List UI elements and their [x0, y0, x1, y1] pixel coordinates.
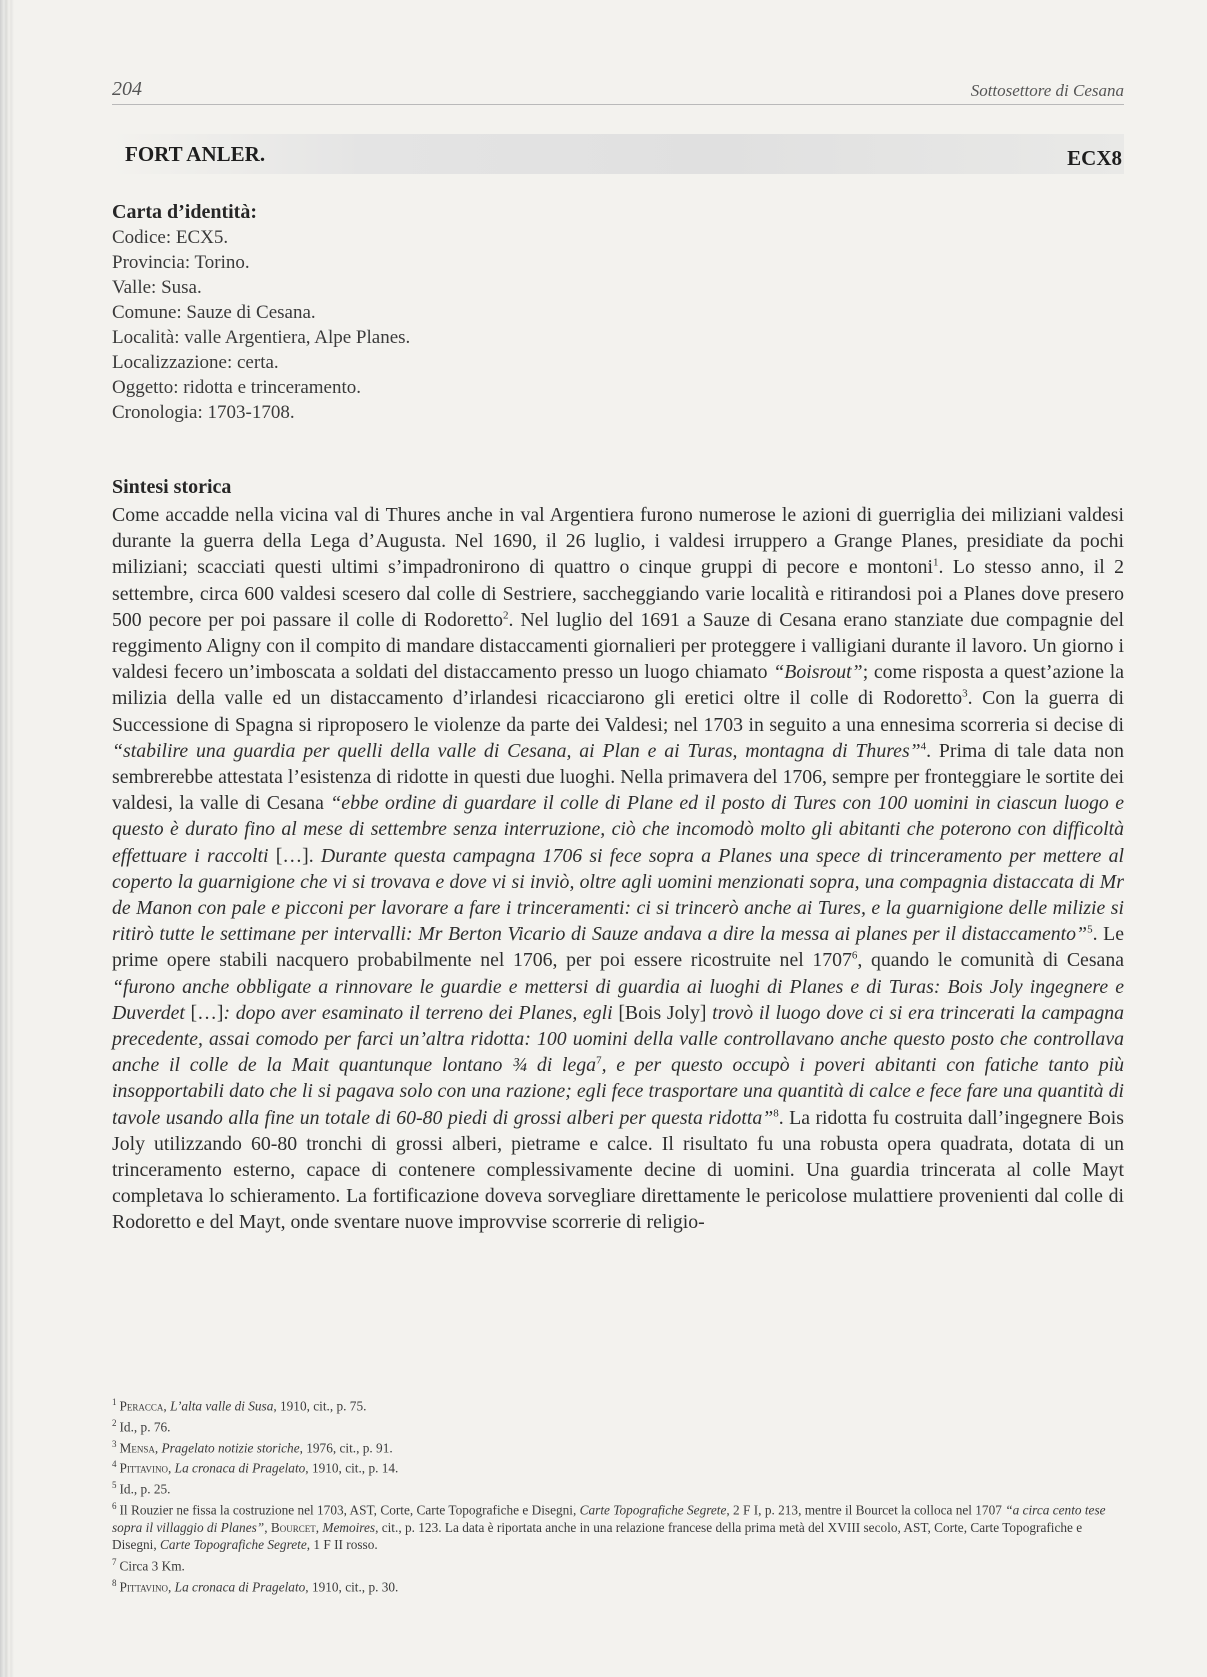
title-bar: [112, 134, 1124, 174]
running-head: [112, 78, 1124, 105]
page-number: 204: [112, 78, 142, 100]
footnote-ref: 4: [920, 740, 927, 753]
footnote-ref: 8: [773, 1107, 779, 1120]
identity-line: Oggetto: ridotta e trinceramento.: [112, 377, 362, 398]
footnote-ref: 2: [503, 609, 509, 622]
identity-line: Località: valle Argentiera, Alpe Planes.: [112, 327, 411, 348]
footnote-ref: 7: [596, 1054, 602, 1067]
footnote-ref: 6: [851, 949, 858, 962]
history-paragraph: Come accadde nella vicina val di Thures anche in val Argentiera furono numerose le azioni di guerriglia dei miliziani valdesi durante la guerra della Lega d’Augusta. Nel 1690, il 26 luglio, i valdesi irruppero a Grange Planes, presidiate da pochi miliziani; scacciati questi ultimi s’impadronirono di quattro o cinque gruppi di pecore e montoni$^1$. Lo stesso anno, il 2 settembre, circa 600 valdesi scesero dal colle di Sestriere, saccheggiando varie località e ritirandosi poi a Planes dove presero 500 pecore per poi passare il colle di Rodoretto$^2$. Nel luglio del 1691 a Sauze di Cesana erano stanziate due compagnie del reggimento Aligny con il compito di mandare distaccamenti giornalieri per proteggere i valligiani durante il lavoro. Un giorno i valdesi fecero un’imboscata a soldati del distaccamento presso un luogo chiamato “Boisrout”; come risposta a quest’azione la milizia della valle ed un distaccamento d’irlandesi ricacciarono gli eretici oltre il colle di Rodoretto$^3$. Con la guerra di Successione di Spagna si riproposero le violenze da parte dei Valdesi; nel 1703 in seguito a una ennesima scorreria si decise di “stabilire una guardia per quelli della valle di Cesana, ai Plan e ai Turas, montagna di Thures”$^4$. Prima di tale data non sembrerebbe attestata l’esistenza di ridotte in questi due luoghi. Nella primavera del 1706, sempre per fronteggiare le sortite dei valdesi, la valle di Cesana “ebbe ordine di guardare il colle di Plane ed il posto di Tures con 100 uomini in ciascun luogo e questo è durato fino al mese di settembre senza interruzione, ciò che incomodò molto gli abitanti che poterono con difficoltà effettuare i raccolti […]. Durante questa campagna 1706 si fece sopra a Planes una spece di trinceramento per mettere al coperto la guarnigione che vi si trovava e dove vi si inviò, oltre agli uomini menzionati sopra, una compagnia distaccata di Mr de Manon con pale e picconi per lavorare a fare i trinceramenti: ci si trincerò anche ai Tures, e la guarnigione delle milizie si ritirò tutte le settimane per intervalli: Mr Berton Vicario di Sauze andava a dire la messa ai planes per il distaccamento”$^5$. Le prime opere stabili nacquero probabilmente nel 1706, per poi essere ricostruite nel 1707$^6$, quando le comunità di Cesana “furono anche obbligate a rinnovare le guardie e mettersi di guardia ai luoghi di Planes e di Turas: Bois Joly ingegnere e Duverdet […]: dopo aver esaminato il terreno dei Planes, egli [Bois Joly] trovò il luogo dove ci si era trincerati la campagna precedente, assai comodo per farci un’altra ridotta: 100 uomini della valle controllavano anche questo posto che controllava anche il colle de la Mait quantunque lontano ¾ di lega$^7$, e per questo occupò i poveri abitanti con fatiche tanto più insopportabili dato che li si pagava solo con una razione; egli fece trasportare una quantità di calce e fece fare una quantità di tavole usando alla fine un totale di 60-80 piedi di grossi alberi per questa ridotta”$^8$. La ridotta fu costruita dall’ingegnere Bois Joly utilizzando 60-80 tronchi di grossi alberi, pietrame e calce. Il risultato fu una robusta opera quadrata, dotata di un trinceramento esterno, capace di contenere complessivamente decine di uomini. Una guardia trincerata al colle Mayt completava lo schieramento. La fortificazione doveva sorvegliare direttamente le pericolose mulattiere provenienti dal colle di Rodoretto e del Mayt, onde sventare nuove improvvise scorrerie di religio-: [112, 504, 1125, 1234]
identity-line: Localizzazione: certa.: [112, 352, 279, 373]
fort-code: ECX8: [1067, 146, 1122, 170]
footnote: $^8$ Pittavino, La cronaca di Pragelato, 1910, cit., p. 30.: [112, 1577, 399, 1595]
identity-line: Codice: ECX5.: [112, 227, 229, 248]
footnote: $^6$ Il Rouzier ne fissa la costruzione nel 1703, AST, Corte, Carte Topografiche e Disegni, Carte Topografiche Segrete, 2 F I, p. 213, mentre il Bourcet la colloca nel 1707 “a circa cento tese sopra il villaggio di Planes”, Bourcet, Memoires, cit., p. 123. La data è riportata anche in una relazione francese della prima metà del XVIII secolo, AST, Corte, Carte Topografiche e Disegni, Carte Topografiche Segrete, 1 F II rosso.: [112, 1501, 1106, 1553]
identity-line: Valle: Susa.: [112, 277, 202, 298]
footnote-ref: 3: [962, 687, 968, 700]
identity-card: [112, 200, 410, 425]
footnote: $^1$ Peracca, L’alta valle di Susa, 1910, cit., p. 75.: [112, 1397, 367, 1414]
section-name: Sottosettore di Cesana: [970, 81, 1124, 100]
footnote-ref: 1: [933, 556, 939, 569]
binding-edge: [0, 0, 14, 1677]
footnote: $^7$ Circa 3 Km.: [112, 1556, 185, 1574]
identity-line: Provincia: Torino.: [112, 252, 250, 273]
history-heading: Sintesi storica: [112, 476, 232, 498]
footnote: $^5$ Id., p. 25.: [112, 1480, 171, 1497]
footnote: $^3$ Mensa, Pragelato notizie storiche, 1976, cit., p. 91.: [112, 1438, 393, 1456]
identity-line: Cronologia: 1703-1708.: [112, 402, 295, 423]
identity-line: Comune: Sauze di Cesana.: [112, 302, 316, 323]
footnotes: [112, 1394, 1124, 1595]
footnote-ref: 5: [1087, 923, 1093, 936]
page: [112, 0, 1124, 1677]
footnote: $^2$ Id., p. 76.: [112, 1417, 171, 1435]
footnote: $^4$ Pittavino, La cronaca di Pragelato, 1910, cit., p. 14.: [112, 1459, 399, 1476]
identity-card-heading: Carta d’identità:: [112, 201, 257, 223]
fort-title: FORT ANLER.: [125, 142, 266, 166]
